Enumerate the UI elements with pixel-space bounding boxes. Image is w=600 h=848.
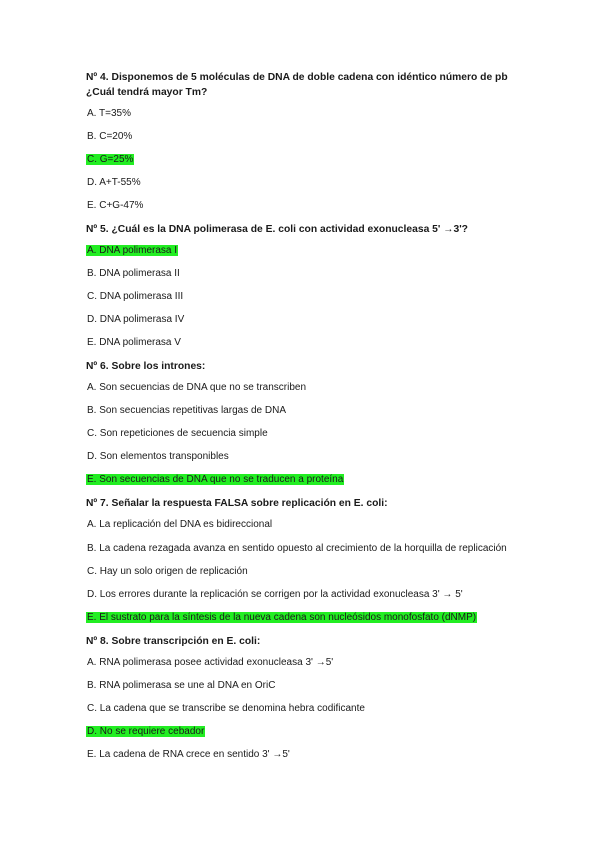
- q4-option-a: A. T=35%: [87, 108, 132, 119]
- question-4-title: Nº 4. Disponemos de 5 moléculas de DNA de doble cadena con idéntico número de pb ¿Cuál tendrá mayor Tm?: [86, 72, 508, 98]
- q5-option-a-correct: A. DNA polimerasa I: [87, 245, 178, 256]
- q5-option-b: B. DNA polimerasa II: [87, 268, 180, 279]
- question-5-title: Nº 5. ¿Cuál es la DNA polimerasa de E. coli con actividad exonucleasa 5' →3'?: [86, 224, 468, 235]
- question-7-title: Nº 7. Señalar la respuesta FALSA sobre replicación en E. coli:: [86, 498, 388, 509]
- q8-option-d-correct: D. No se requiere cebador: [87, 726, 205, 737]
- question-8-title: Nº 8. Sobre transcripción en E. coli:: [86, 636, 261, 647]
- q4-option-d: D. A+T-55%: [87, 177, 141, 188]
- q5-option-c: C. DNA polimerasa III: [87, 291, 184, 302]
- q7-option-c: C. Hay un solo origen de replicación: [87, 566, 248, 577]
- q4-option-e: E. C+G-47%: [87, 200, 144, 211]
- q7-option-d: D. Los errores durante la replicación se corrigen por la actividad exonucleasa 3' → 5': [87, 589, 463, 600]
- q5-option-d: D. DNA polimerasa IV: [87, 314, 185, 325]
- q6-option-c: C. Son repeticiones de secuencia simple: [87, 428, 268, 439]
- q7-option-e-correct: E. El sustrato para la síntesis de la nueva cadena son nucleósidos monofosfato (dNMP): [87, 612, 477, 623]
- q4-option-c-correct: C. G=25%: [87, 154, 134, 165]
- q7-option-a: A. La replicación del DNA es bidireccional: [87, 519, 273, 530]
- q6-option-e-correct: E. Son secuencias de DNA que no se traducen a proteína: [87, 474, 344, 485]
- q6-option-a: A. Son secuencias de DNA que no se transcriben: [87, 382, 307, 393]
- q6-option-d: D. Son elementos transponibles: [87, 451, 229, 462]
- q8-option-b: B. RNA polimerasa se une al DNA en OriC: [87, 680, 276, 691]
- quiz-content: [86, 70, 516, 771]
- q6-option-b: B. Son secuencias repetitivas largas de DNA: [87, 405, 286, 416]
- q7-option-b: B. La cadena rezagada avanza en sentido opuesto al crecimiento de la horquilla de replicación: [87, 543, 507, 554]
- question-6-title: Nº 6. Sobre los intrones:: [86, 361, 206, 372]
- q8-option-e: E. La cadena de RNA crece en sentido 3' →5': [87, 749, 290, 760]
- q4-option-b: B. C=20%: [87, 131, 133, 142]
- q8-option-a: A. RNA polimerasa posee actividad exonucleasa 3' →5': [87, 657, 334, 668]
- q5-option-e: E. DNA polimerasa V: [87, 337, 181, 348]
- q8-option-c: C. La cadena que se transcribe se denomina hebra codificante: [87, 703, 365, 714]
